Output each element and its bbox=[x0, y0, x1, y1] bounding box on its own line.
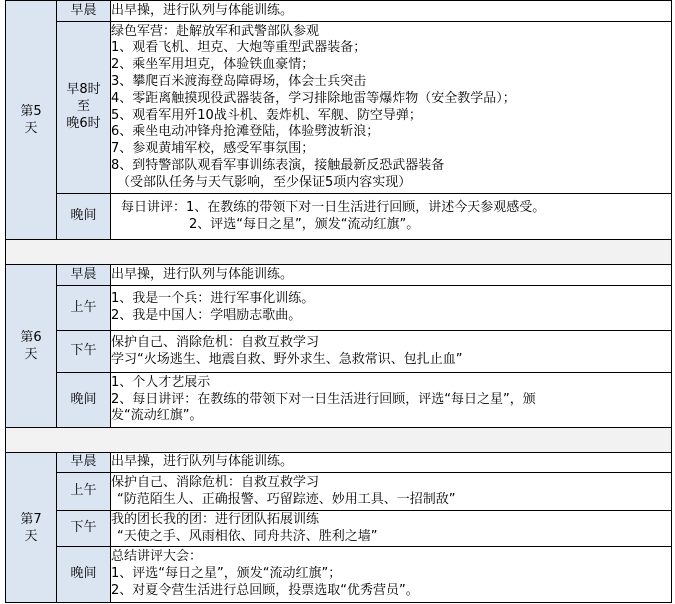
day6-forenoon-line: 2、我是中国人：学唱励志歌曲。 bbox=[111, 308, 302, 323]
day6-morning-period: 早晨 bbox=[57, 265, 111, 286]
day6-evening-line: 发“流动红旗”。 bbox=[111, 408, 203, 424]
day5-daytime-period-line3: 晚6时 bbox=[66, 115, 101, 131]
day6-morning-line: 出早操，进行队列与体能训练。 bbox=[111, 266, 294, 282]
day5-morning-period: 早晨 bbox=[57, 1, 111, 22]
day7-afternoon-content bbox=[111, 511, 672, 547]
day7-morning-period: 早晨 bbox=[57, 453, 111, 473]
day5-daytime-period-line1: 早8时 bbox=[66, 82, 101, 98]
day6-evening-period: 晚间 bbox=[57, 373, 111, 428]
day7-evening-line: 2、对夏令营生活进行总回顾，投票选取“优秀营员”。 bbox=[111, 582, 419, 598]
day5-daytime-content bbox=[111, 22, 672, 194]
day7-evening-period: 晚间 bbox=[57, 547, 111, 603]
day7-evening-line: 总结讲评大会： bbox=[111, 549, 203, 565]
section-gap bbox=[5, 240, 672, 264]
day5-daytime-line: 6、乘坐电动冲锋舟抢滩登陆，体验劈波斩浪； bbox=[111, 124, 380, 140]
day7-morning-content bbox=[111, 453, 672, 473]
day7-afternoon-line: “天使之手、风雨相依、同舟共济、胜利之墙” bbox=[117, 528, 378, 544]
day5-label-line2: 天 bbox=[24, 121, 38, 136]
day5-daytime-line: 2、乘坐军用坦克，体验铁血豪情； bbox=[111, 57, 315, 73]
day7-label-line1: 第7 bbox=[20, 511, 42, 527]
day6-afternoon-content bbox=[111, 331, 672, 373]
day5-daytime-line: 绿色军营：赴解放军和武警部队参观 bbox=[111, 23, 320, 39]
day6-forenoon-period: 上午 bbox=[57, 286, 111, 331]
day7-forenoon-line: “防范陌生人、正确报警、巧留踪迹、妙用工具、一招制敌” bbox=[117, 491, 456, 507]
day6-label-line1: 第6 bbox=[20, 330, 42, 346]
section-gap bbox=[5, 428, 672, 452]
day5-morning-content bbox=[111, 1, 672, 22]
day5-daytime-line: 5、观看军用歼10战斗机、轰炸机、军舰、防空导弹； bbox=[111, 107, 422, 123]
day6-evening-line: 1、个人才艺展示 bbox=[111, 374, 211, 390]
day6-afternoon-line: 学习“火场逃生、地震自救、野外求生、急救常识、包扎止血” bbox=[111, 351, 463, 367]
day7-evening-content bbox=[111, 547, 672, 603]
day7-label-line2: 天 bbox=[24, 528, 38, 544]
day6-label-line2: 天 bbox=[24, 347, 38, 362]
day5-evening-line: 2、评选“每日之星”，颁发“流动红旗”。 bbox=[189, 216, 420, 232]
day6-evening-line: 2、每日讲评：在教练的带领下对一日生活进行回顾，评选“每日之星”，颁 bbox=[111, 391, 536, 407]
day6-afternoon-period: 下午 bbox=[57, 331, 111, 373]
day6-evening-content bbox=[111, 373, 672, 428]
day7-forenoon-content bbox=[111, 473, 672, 511]
day5-morning-line: 出早操，进行队列与体能训练。 bbox=[111, 2, 294, 18]
day5-evening-period: 晚间 bbox=[57, 194, 111, 240]
day5-daytime-line: 3、攀爬百米渡海登岛障碍场，体会士兵突击 bbox=[111, 73, 367, 89]
day7-morning-line: 出早操，进行队列与体能训练。 bbox=[111, 454, 294, 470]
day7-afternoon-line: 我的团长我的团：进行团队拓展训练 bbox=[111, 511, 320, 527]
day6-forenoon-content bbox=[111, 286, 672, 331]
day7-afternoon-period: 下午 bbox=[57, 511, 111, 547]
day5-table bbox=[5, 0, 672, 240]
day7-forenoon-period: 上午 bbox=[57, 473, 111, 511]
day7-evening-line: 1、评选“每日之星”，颁发“流动红旗”； bbox=[111, 566, 342, 582]
day6-morning-content bbox=[111, 265, 672, 286]
day5-daytime-line: 8、到特警部队观看军事训练表演，接触最新反恐武器装备 bbox=[111, 157, 445, 173]
day5-label-line1: 第5 bbox=[20, 104, 42, 120]
day5-label bbox=[6, 1, 57, 240]
day6-table bbox=[5, 264, 672, 428]
day5-daytime-period-line2: 至 bbox=[76, 99, 90, 115]
day7-forenoon-line: 保护自己、消除危机：自救互救学习 bbox=[111, 474, 320, 490]
day5-daytime-line: 7、参观黄埔军校，感受军事氛围； bbox=[111, 141, 315, 157]
day5-daytime-line: 4、零距离触摸现役武器装备，学习排除地雷等爆炸物（安全教学品）； bbox=[111, 90, 516, 106]
day6-label bbox=[6, 265, 57, 428]
day6-afternoon-line: 保护自己、消除危机：自救互救学习 bbox=[111, 334, 320, 350]
day6-forenoon-line: 1、我是一个兵：进行军事化训练。 bbox=[111, 291, 315, 307]
day7-label bbox=[6, 453, 57, 603]
day5-daytime-line: 1、观看飞机、坦克、大炮等重型武器装备； bbox=[111, 40, 367, 56]
day5-evening-content bbox=[111, 194, 672, 240]
day5-daytime-period bbox=[57, 22, 111, 194]
day5-daytime-line: （受部队任务与天气影响，至少保证5项内容实现） bbox=[117, 174, 412, 190]
day5-evening-line: 每日讲评：1、在教练的带领下对一日生活进行回顾，讲述今天参观感受。 bbox=[121, 199, 546, 215]
day7-table bbox=[5, 452, 672, 603]
